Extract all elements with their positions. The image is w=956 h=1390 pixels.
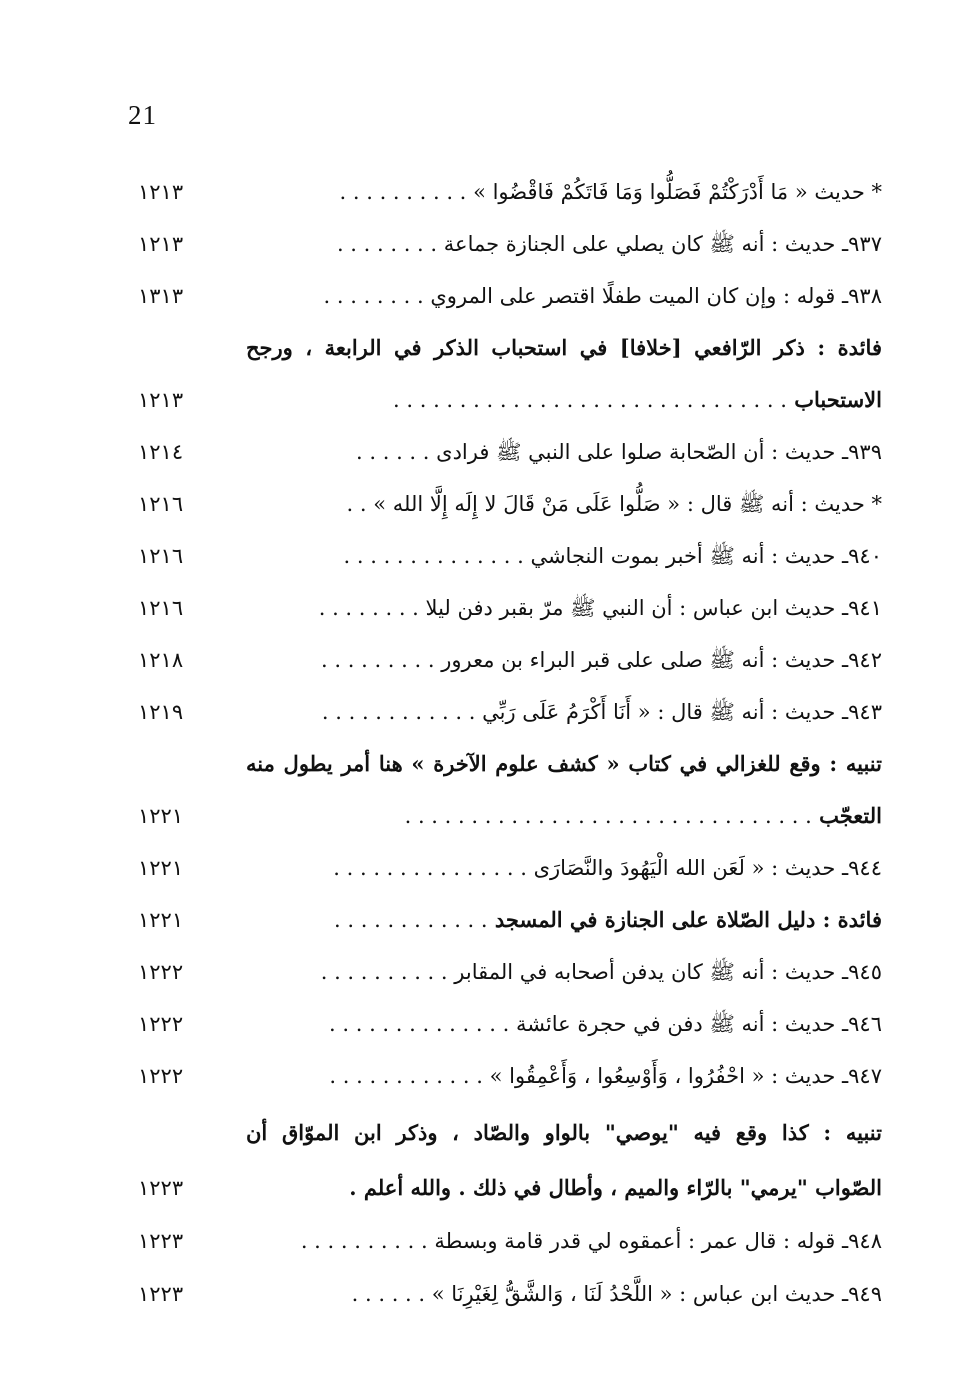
toc-entry: [0, 894, 956, 946]
toc-entry: [0, 946, 956, 998]
page-number: 21: [128, 100, 157, 130]
entry-page-number: ١٢٢٣: [138, 1176, 184, 1200]
dot-leader: . . . . . . . . . . . . . . . . . . . . . . . . . . . . . . .: [404, 804, 812, 828]
entry-text: ٩٤٩ـ حديث ابن عباس : « اللَّحْدُ لَنَا ، وَالشَّقُّ لِغَيْرِنَا »: [431, 1282, 882, 1306]
toc-entry: [0, 166, 956, 218]
toc-entry: [0, 1215, 956, 1267]
entry-page-number: ١٢١٦: [138, 596, 184, 620]
toc-entry: [0, 374, 956, 426]
toc-entry: [0, 426, 956, 478]
entry-page-number: ١٢١٨: [138, 648, 184, 672]
dot-leader: . . . . . . . . .: [321, 648, 435, 672]
dot-leader: . . . . . . . . . . . .: [334, 908, 488, 932]
toc-entry: [0, 842, 956, 894]
entry-text: * حديث « مَا أَدْرَكْتُمْ فَصَلُّوا وَمَا فَاتَكُمْ فَاقْضُوا »: [473, 180, 882, 204]
dot-leader: . . . . . . . . . . . . . . .: [333, 856, 527, 880]
entry-text: ٩٤٢ـ حديث : أنه ﷺ صلى على قبر البراء بن معرور: [441, 648, 882, 672]
entry-page-number: ١٢٢٢: [138, 960, 184, 984]
toc-entry: [0, 790, 956, 842]
entry-text: * حديث : أنه ﷺ قال : « صَلُّوا عَلَى مَنْ قَالَ لا إِلَه إِلَّا الله »: [373, 492, 882, 516]
entry-text: ٩٤١ـ حديث ابن عباس : أن النبي ﷺ مرّ بقبر دفن ليلا: [425, 596, 882, 620]
toc-entry: [0, 582, 956, 634]
entry-text: ٩٤٦ـ حديث : أنه ﷺ دفن في حجرة عائشة: [515, 1012, 882, 1036]
toc-entry: [0, 1050, 956, 1102]
entry-page-number: ١٢٢٣: [138, 1282, 184, 1306]
entry-text: ٩٤٤ـ حديث : « لَعَن الله الْيَهُودَ والنَّصَارَى: [533, 856, 882, 880]
entry-page-number: ١٢١٤: [138, 440, 184, 464]
entry-text: ٩٤٠ـ حديث : أنه ﷺ أخبر بموت النجاشي: [530, 544, 882, 568]
entry-text: تنبيه : وقع للغزالي في كتاب « كشف علوم الآخرة » هنا أمر يطول منه: [246, 751, 882, 776]
entry-page-number: ١٣١٣: [138, 284, 184, 308]
entry-page-number: ١٢٢١: [138, 804, 184, 828]
entry-text: ٩٣٨ـ قوله : وإن كان الميت طفلًا اقتصر على المروي: [430, 284, 882, 308]
entry-page-number: ١٢١٩: [138, 700, 184, 724]
entry-page-number: ١٢١٣: [138, 232, 184, 256]
dot-leader: . . . . . . . . . . . . . .: [329, 1012, 510, 1036]
dot-leader: . . . . . . . . . . . . . . . . . . . . . . . . . . . . . .: [393, 388, 787, 412]
dot-leader: . . . . . . . . . . . .: [329, 1064, 483, 1088]
dot-leader: . .: [346, 492, 367, 516]
dot-leader: . . . . . . . .: [336, 232, 438, 256]
toc-entry-multiline: [0, 1107, 956, 1159]
entry-text: التعجّب: [819, 803, 882, 828]
dot-leader: . . . . . . . . . .: [320, 960, 448, 984]
entry-page-number: ١٢١٣: [138, 180, 184, 204]
entry-text: ٩٤٧ـ حديث : « احْفُرُوا ، وَأَوْسِعُوا ، وَأَعْمِقُوا »: [489, 1064, 882, 1088]
entry-page-number: ١٢٢٢: [138, 1064, 184, 1088]
dot-leader: . . . . . . . . . . . . . .: [343, 544, 524, 568]
toc-entry: [0, 1162, 956, 1214]
dot-leader: . . . . . .: [356, 440, 430, 464]
entry-text: الصّواب "يرمي" بالرّاء والميم ، وأطال في ذلك . والله أعلم .: [349, 1175, 882, 1200]
toc-entry: [0, 1268, 956, 1320]
entry-page-number: ١٢٢٢: [138, 1012, 184, 1036]
toc-entry: [0, 530, 956, 582]
entry-text: فائدة : ذكر الرّافعي [خلافا] في استحباب الذكر في الرابعة ، ورجح: [246, 335, 882, 360]
dot-leader: . . . . . . . . . .: [339, 180, 467, 204]
entry-text: ٩٤٨ـ قوله : قال عمر : أعمقوه لي قدر قامة وبسطة: [434, 1229, 882, 1253]
toc-entry: [0, 686, 956, 738]
entry-page-number: ١٢٢١: [138, 908, 184, 932]
dot-leader: . . . . . . . . . . . .: [321, 700, 476, 724]
entry-text: تنبيه : كذا وقع فيه "يوصي" بالواو والصّاد ، وذكر ابن الموّاق أن: [246, 1120, 882, 1145]
dot-leader: . . . . . .: [351, 1282, 426, 1306]
toc-entry: [0, 270, 956, 322]
toc-entry: [0, 998, 956, 1050]
toc-entry-multiline: [0, 738, 956, 790]
dot-leader: . . . . . . . .: [323, 284, 424, 308]
entry-page-number: ١٢٢٣: [138, 1229, 184, 1253]
toc-entry: [0, 634, 956, 686]
dot-leader: . . . . . . . . . .: [300, 1229, 428, 1253]
entry-page-number: ١٢١٣: [138, 388, 184, 412]
toc-entry-multiline: [0, 322, 956, 374]
entry-text: ٩٤٥ـ حديث : أنه ﷺ كان يدفن أصحابه في المقابر: [454, 960, 882, 984]
entry-page-number: ١٢٢١: [138, 856, 184, 880]
toc-entry: [0, 218, 956, 270]
dot-leader: . . . . . . . .: [318, 596, 419, 620]
entry-page-number: ١٢١٦: [138, 492, 184, 516]
entry-text: الاستحباب: [794, 387, 882, 412]
entry-page-number: ١٢١٦: [138, 544, 184, 568]
entry-text: فائدة : دليل الصّلاة على الجنازة في المسجد: [494, 907, 882, 932]
entry-text: ٩٤٣ـ حديث : أنه ﷺ قال : « أَنَا أَكْرَمُ عَلَى رَبِّي: [482, 700, 882, 724]
entry-text: ٩٣٧ـ حديث : أنه ﷺ كان يصلي على الجنازة جماعة: [443, 232, 882, 256]
toc-entry: [0, 478, 956, 530]
entry-text: ٩٣٩ـ حديث : أن الصّحابة صلوا على النبي ﷺ فرادى: [436, 440, 882, 464]
